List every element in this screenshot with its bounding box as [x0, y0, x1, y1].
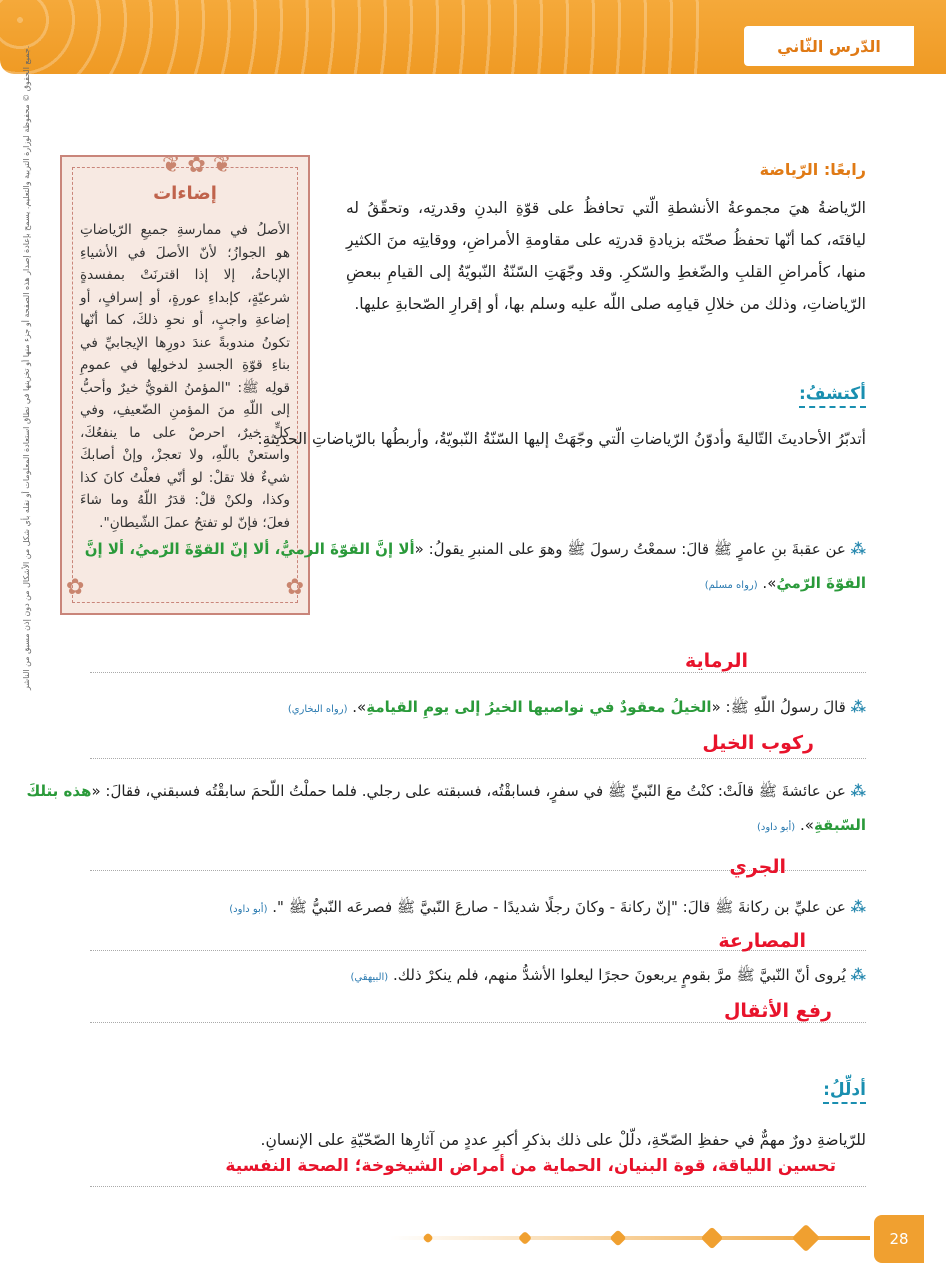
section-heading: رابعًا: الرّياضة: [759, 160, 866, 179]
star-bullet-icon: ⁂: [850, 782, 866, 800]
answer-text: الجري: [729, 856, 786, 878]
hadith-lead: عن عليِّ بن ركانةَ ﷺ قالَ: "إنّ ركانةَ - وكانَ رجلًا شديدًا - صارعَ النّبيَّ ﷺ فصرعَه النّبيُّ ﷺ ".: [272, 898, 846, 916]
prove-heading-text: أدلِّلُ:: [823, 1080, 866, 1104]
hadith-quote: الخيلُ معقودٌ في نواصيها الخيرُ إلى يومِ القيامةِ: [366, 698, 712, 716]
hadith-quote: هذه بتلكَ السّبقةِ: [26, 782, 866, 834]
hadith-source: (رواه البخاري): [287, 704, 348, 715]
sidebar-title: إضاءات: [153, 183, 217, 204]
star-bullet-icon: ⁂: [850, 698, 866, 716]
footer-dot-icon: [422, 1232, 433, 1243]
star-bullet-icon: ⁂: [850, 966, 866, 984]
explore-heading-text: أكتشفُ:: [799, 384, 866, 408]
answer-line: [90, 1022, 866, 1023]
hadith-tail: ».: [799, 816, 814, 834]
ornament-corner-icon: ✿: [285, 575, 304, 600]
copyright-text: جميع الحقوق © محفوظة لوزارة التربية والتعليم. يسمح بإعادة إصدار هذه الصفحة أو جزء منها أو تخزينها في نطاق استعادة المعلومات أو نقله بأي شكل من الأشكال من دون إذن مسبق من الناشر.: [22, 45, 31, 690]
sidebar-text: الأصلُ في ممارسةِ جميعِ الرّياضاتِ هو الجوازُ؛ لأنّ الأصلَ في الأشياءِ الإباحةُ، إلا إذا اقترنَتْ بمفسدةٍ شرعيّةٍ، كإبداءِ عورةٍ، أو إسرافٍ، أو إضاعةِ واجبٍ، أو نحوِ ذلكَ، كما أنّها تكونُ مندوبةً عندَ دورِها الإيجابيِّ في بناءِ قوّةِ الجسدِ لدخولِها في عمومِ قولِه ﷺ: "المؤمنُ القويُّ خيرٌ وأحبُّ إلى اللّهِ منَ المؤمنِ الضّعيفِ، وفي كلٍّ خيرٌ، احرصْ على ما ينفعُكَ، واستعنْ باللّهِ، ولا تعجزْ، وإنْ أصابكَ شيءٌ فلا تقلْ: لو أنّي فعلْتُ كانَ كذا وكذا، ولكنْ قلْ: قدَرُ اللّهُ وما شاءَ فعلَ؛ فإنّ لو تفتحُ عملَ الشّيطانِ".: [80, 222, 290, 531]
hadith-tail: ».: [762, 574, 777, 592]
hadith-lead: عن عقبةَ بنِ عامرٍ ﷺ قالَ: سمعْتُ رسولَ ﷺ وهوَ على المنبرِ يقولُ: «: [414, 540, 846, 558]
hadith-lead: عن عائشةَ ﷺ قالَتْ: كنْتُ معَ النّبيِّ ﷺ في سفرٍ، فسابقْتُه، فسبقته على رجلي. فلما حملْتُ اللّحمَ سابقْتُه فسبقني، فقالَ: «: [91, 782, 846, 800]
hadith-lead: قالَ رسولُ اللّهِ ﷺ: «: [711, 698, 846, 716]
star-bullet-icon: ⁂: [850, 540, 866, 558]
page-number: 28: [874, 1215, 924, 1263]
ornament-corner-icon: ✿: [66, 575, 85, 600]
prove-heading: [823, 1080, 866, 1100]
hadith-source: (أبو داود): [229, 904, 268, 915]
hadith-quote: ألا إنَّ القوّةَ الرميُّ، ألا إنّ القوّةَ الرّميُ، ألا إنَّ القوّةَ الرّميُ: [84, 540, 866, 592]
hadith-item: [66, 958, 866, 995]
answer-line: [90, 758, 866, 759]
hadith-source: (رواه مسلم): [704, 580, 758, 591]
header-pattern: [0, 0, 720, 74]
hadith-item: [66, 532, 866, 603]
lesson-tab: الدّرس الثّاني: [744, 26, 914, 66]
star-bullet-icon: ⁂: [850, 898, 866, 916]
explore-instructions: أتدبّرُ الأحاديثَ التّاليةَ وأدوّنُ الرّياضاتِ الّتي وجّهَتْ إليها السّنّةُ النّبويّةُ، وأربطُها بالرّياضاتِ الحديثةِ:: [257, 430, 866, 448]
intro-paragraph: الرّياضةُ هيَ مجموعةُ الأنشطةِ الّتي تحافظُ على قوّةِ البدنِ وقدرتِه، وتحقّقُ له لياقتَه، كما أنّها تحفظُ صحّتَه بزيادةِ قدرتِه على مقاومةِ الأمراضِ، ووقايتِه منَ الكثيرِ منها، كأمراضِ القلبِ والضّغطِ والسّكرِ. وقد وجّهَتِ السّنّةُ النّبويّةُ إلى القيامِ ببعضِ الرّياضاتِ، وذلك من خلالِ قيامِه صلى اللّه عليه وسلم بها، أو إقرارِ الصّحابةِ عليها.: [346, 199, 866, 313]
answer-line: [90, 1186, 866, 1187]
hadith-lead: يُروى أنّ النّبيَّ ﷺ مرَّ بقومٍ يربعونَ حجرًا ليعلوا الأشدُّ منهم، فلم ينكرْ ذلك.: [392, 966, 846, 984]
answer-text: الرماية: [684, 650, 748, 672]
prove-question: للرّياضةِ دورٌ مهمٌّ في حفظِ الصّحّةِ، دلّلْ على ذلك بذكرِ أكبرِ عددٍ من آثارِها الصّحّيّةِ على الإنسانِ.: [260, 1131, 866, 1149]
hadith-item: [66, 890, 866, 927]
hadith-source: (البيهقي): [350, 972, 389, 983]
answer-text: ركوب الخيل: [702, 732, 814, 754]
footer-dot-icon: [792, 1224, 820, 1252]
footer-dot-icon: [518, 1231, 532, 1245]
answer-line: [90, 672, 866, 673]
hadith-item: [0, 774, 866, 845]
hadith-source: (أبو داود): [756, 822, 796, 833]
prove-answer: تحسين اللياقة، قوة البنيان، الحماية من أمراض الشيخوخة؛ الصحة النفسية: [225, 1156, 836, 1176]
answer-text: المصارعة: [718, 930, 806, 952]
explore-heading: [799, 384, 866, 404]
footer-dot-icon: [610, 1230, 627, 1247]
answer-text: رفع الأثقال: [723, 1000, 832, 1022]
hadith-tail: ».: [352, 698, 367, 716]
hadith-item: [66, 690, 866, 727]
footer-dot-icon: [701, 1227, 724, 1250]
ornament-top-icon: ❦ ✿ ❦: [162, 153, 232, 178]
